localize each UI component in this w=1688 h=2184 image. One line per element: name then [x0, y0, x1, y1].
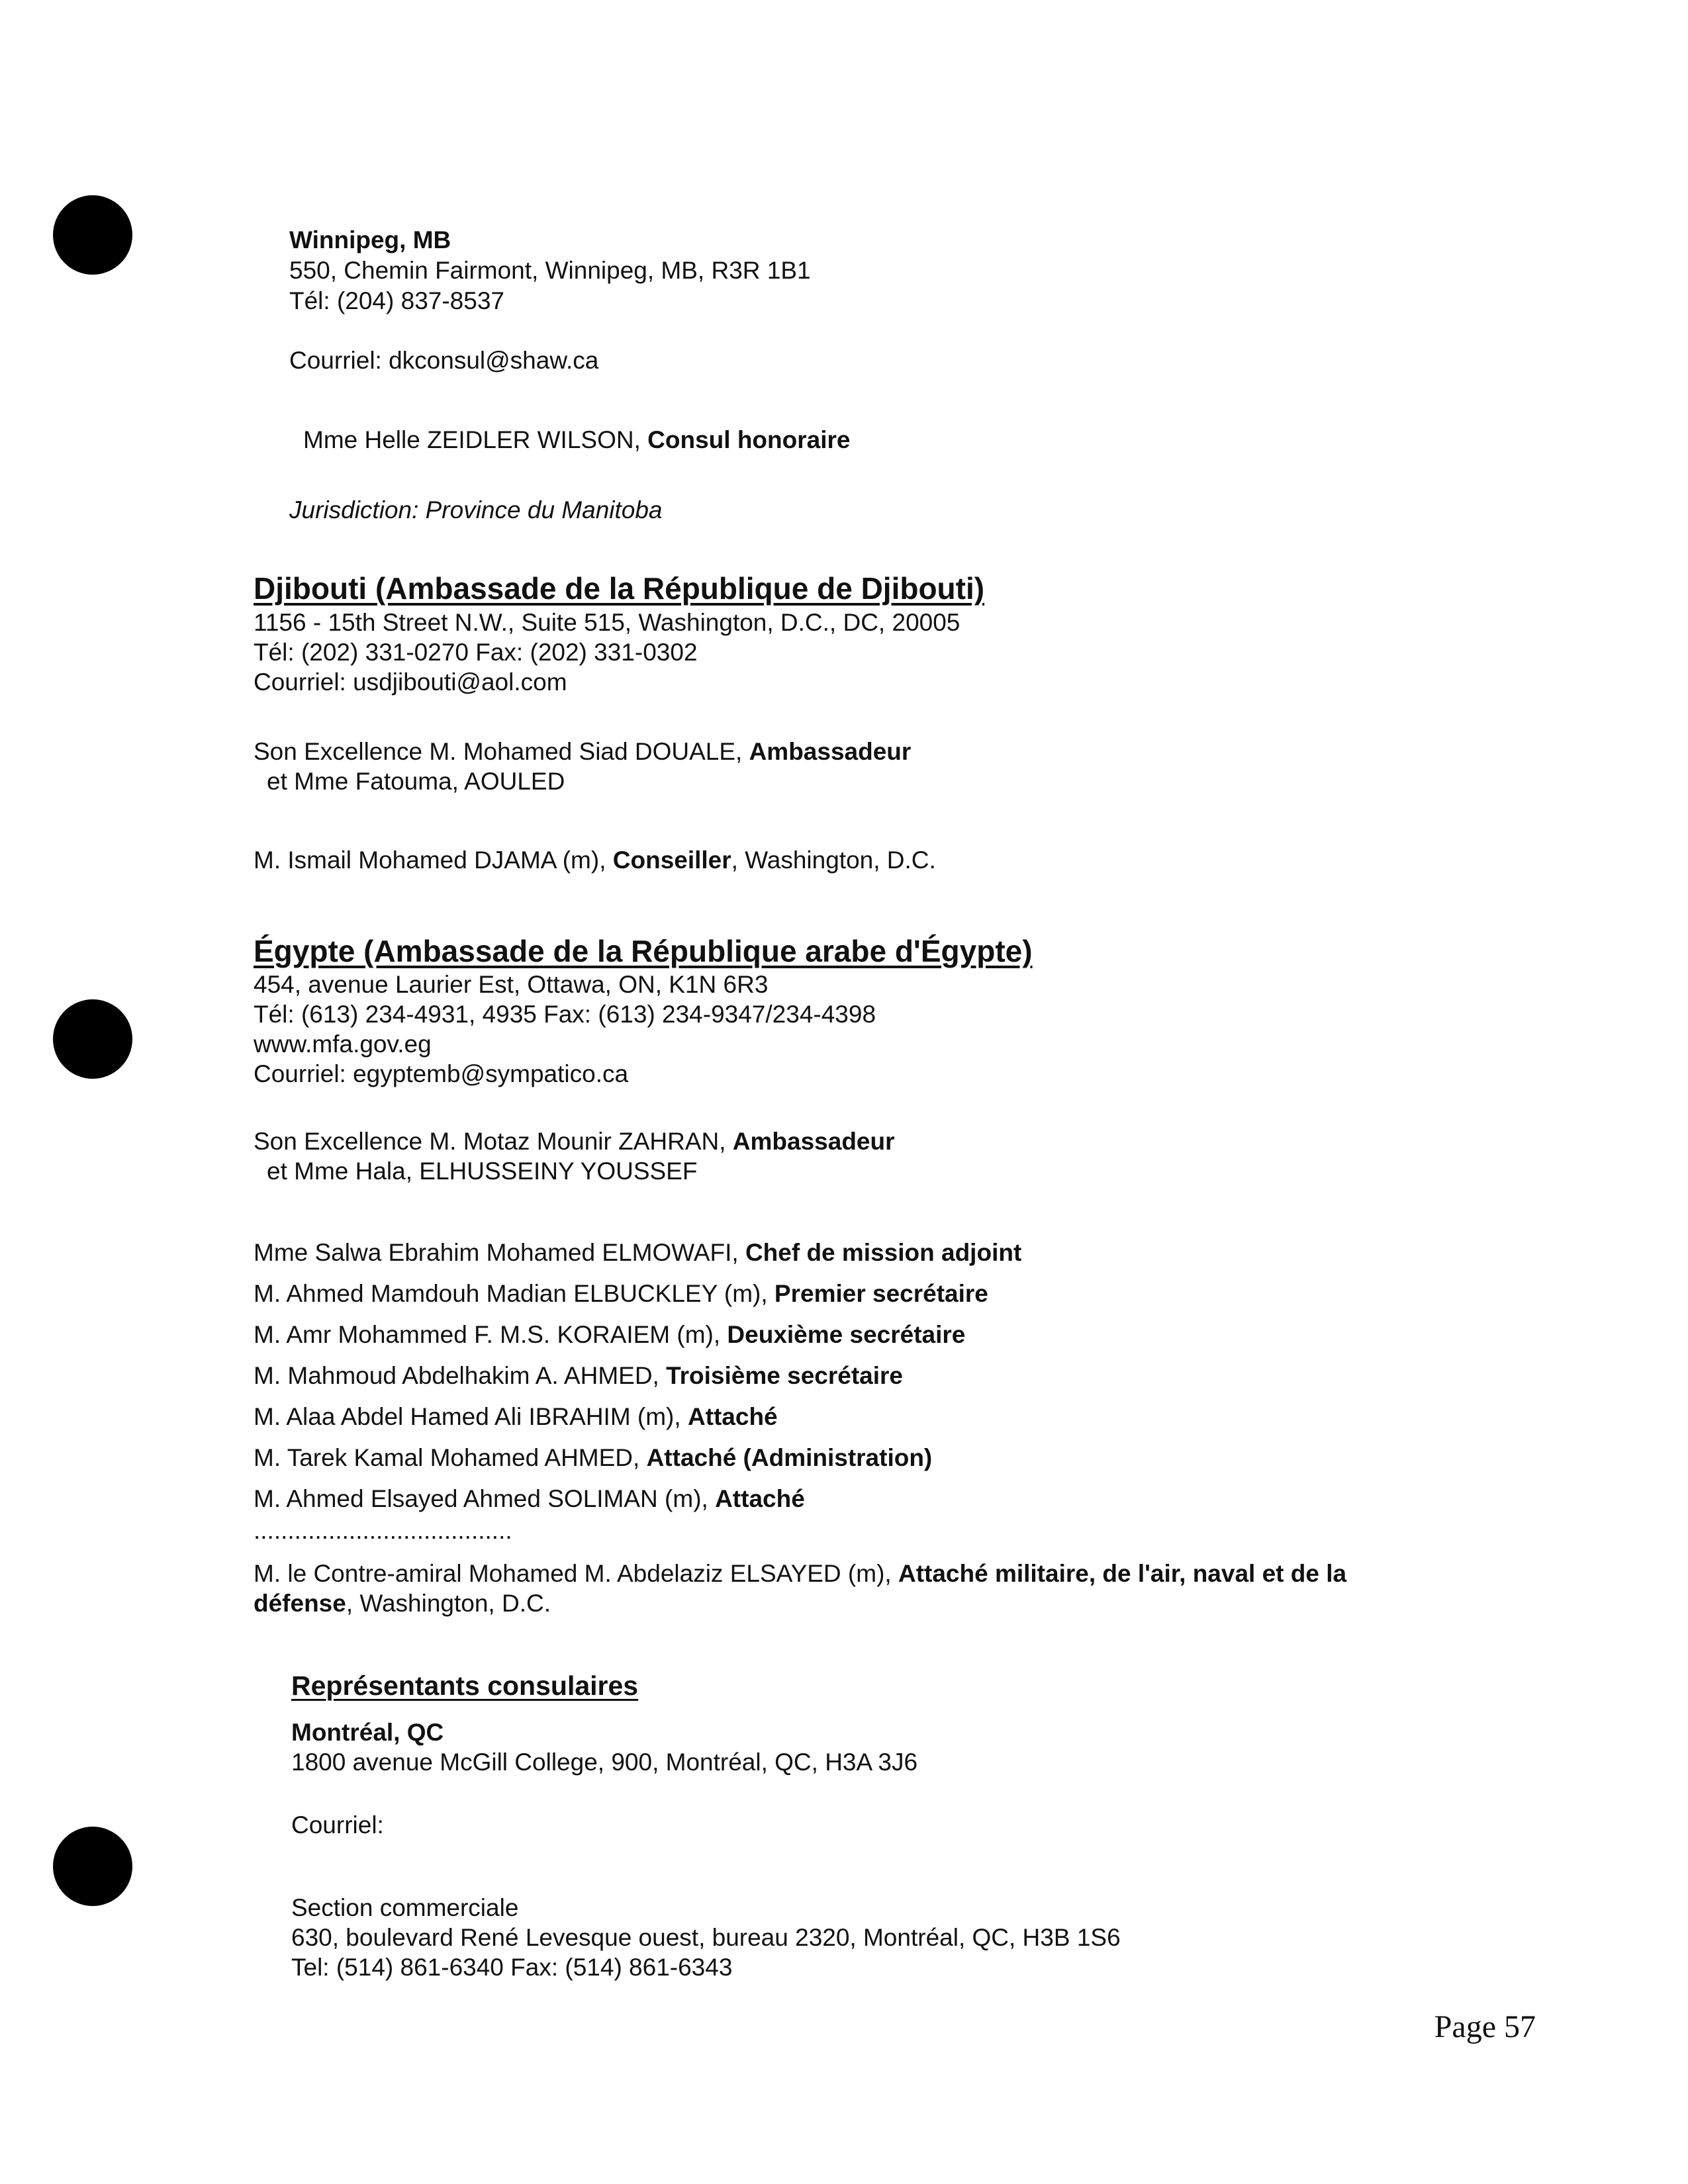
commercial-phone: Tel: (514) 861-6340 Fax: (514) 861-6343 — [291, 1954, 733, 1981]
staff-title: Attaché (Administration) — [646, 1444, 933, 1471]
consul-name: Mme Helle ZEIDLER WILSON, — [303, 426, 648, 453]
consulate-phone: Tél: (204) 837-8537 — [289, 287, 504, 314]
staff-title: Premier secrétaire — [774, 1280, 988, 1307]
military-title: Attaché militaire, de l'air, naval et de la — [898, 1560, 1347, 1587]
djibouti-email: Courriel: usdjibouti@aol.com — [254, 668, 567, 696]
counsellor-name: M. Ismail Mohamed DJAMA (m), — [254, 846, 613, 874]
consul-title: Consul honoraire — [647, 426, 851, 453]
military-location: , Washington, D.C. — [346, 1590, 551, 1617]
djibouti-heading: Djibouti (Ambassade de la République de Djibouti) — [254, 571, 985, 606]
staff-title: Deuxième secrétaire — [727, 1321, 966, 1348]
ambassador-title: Ambassadeur — [749, 738, 912, 765]
djibouti-phone: Tél: (202) 331-0270 Fax: (202) 331-0302 — [254, 639, 698, 666]
djibouti-ambassador — [254, 737, 911, 767]
page-number: Page 57 — [1434, 2009, 1536, 2044]
military-attache-entry-cont — [254, 1588, 551, 1619]
staff-name: M. Ahmed Elsayed Ahmed SOLIMAN (m), — [254, 1485, 716, 1512]
staff-name: M. Mahmoud Abdelhakim A. AHMED, — [254, 1362, 667, 1389]
jurisdiction: Jurisdiction: Province du Manitoba — [289, 496, 663, 523]
staff-name: M. Ahmed Mamdouh Madian ELBUCKLEY (m), — [254, 1280, 774, 1307]
commercial-section-label: Section commerciale — [291, 1894, 519, 1921]
staff-entry — [254, 1279, 988, 1309]
staff-entry — [254, 1484, 805, 1514]
staff-entry — [254, 1320, 965, 1350]
punch-hole-bottom — [53, 1827, 132, 1906]
punch-hole-middle — [53, 999, 132, 1079]
staff-name: Mme Salwa Ebrahim Mohamed ELMOWAFI, — [254, 1239, 745, 1266]
ambassador-title: Ambassadeur — [732, 1128, 895, 1155]
staff-title: Attaché — [687, 1403, 778, 1430]
consulate-email: Courriel: dkconsul@shaw.ca — [289, 347, 599, 374]
ambassador-name: Son Excellence M. Mohamed Siad DOUALE, — [254, 738, 749, 765]
staff-entry — [254, 1361, 903, 1391]
egypt-heading: Égypte (Ambassade de la République arabe d'Égypte) — [254, 934, 1033, 968]
punch-hole-top — [53, 195, 132, 275]
ambassador-name: Son Excellence M. Motaz Mounir ZAHRAN, — [254, 1128, 733, 1155]
counsellor-title: Conseiller — [612, 846, 731, 874]
egypt-address: 454, avenue Laurier Est, Ottawa, ON, K1N 6R3 — [254, 971, 769, 998]
consulate-city: Winnipeg, MB — [289, 226, 451, 253]
djibouti-address: 1156 - 15th Street N.W., Suite 515, Washington, D.C., DC, 20005 — [254, 609, 961, 636]
counsellor-location: , Washington, D.C. — [731, 846, 936, 874]
consulate-address: 1800 avenue McGill College, 900, Montréal, QC, H3A 3J6 — [291, 1749, 918, 1776]
separator-dots: ...................................... — [254, 1517, 512, 1544]
egypt-phone: Tél: (613) 234-4931, 4935 Fax: (613) 234-9347/234-4398 — [254, 1001, 876, 1028]
egypt-ambassador — [254, 1126, 895, 1157]
staff-name: M. Tarek Kamal Mohamed AHMED, — [254, 1444, 647, 1471]
djibouti-counsellor — [254, 845, 936, 876]
staff-entry — [254, 1402, 778, 1432]
egypt-email: Courriel: egyptemb@sympatico.ca — [254, 1060, 629, 1087]
military-attache-entry — [254, 1559, 1346, 1589]
staff-title: Troisième secrétaire — [666, 1362, 903, 1389]
egypt-spouse: et Mme Hala, ELHUSSEINY YOUSSEF — [267, 1158, 698, 1185]
consulate-city: Montréal, QC — [291, 1719, 444, 1746]
staff-title: Attaché — [715, 1485, 805, 1512]
consul-entry — [303, 425, 850, 455]
consulate-email: Courriel: — [291, 1811, 384, 1839]
consulate-address: 550, Chemin Fairmont, Winnipeg, MB, R3R 1B1 — [289, 257, 811, 284]
staff-title: Chef de mission adjoint — [745, 1239, 1022, 1266]
staff-entry — [254, 1238, 1021, 1268]
djibouti-spouse: et Mme Fatouma, AOULED — [267, 768, 565, 795]
commercial-address: 630, boulevard René Levesque ouest, bureau 2320, Montréal, QC, H3B 1S6 — [291, 1924, 1121, 1951]
consular-heading: Représentants consulaires — [291, 1670, 639, 1701]
staff-name: M. Amr Mohammed F. M.S. KORAIEM (m), — [254, 1321, 727, 1348]
military-title-cont: défense — [254, 1590, 346, 1617]
staff-entry — [254, 1443, 932, 1473]
staff-name: M. Alaa Abdel Hamed Ali IBRAHIM (m), — [254, 1403, 688, 1430]
egypt-website: www.mfa.gov.eg — [254, 1030, 432, 1058]
military-name: M. le Contre-amiral Mohamed M. Abdelaziz ELSAYED (m), — [254, 1560, 898, 1587]
